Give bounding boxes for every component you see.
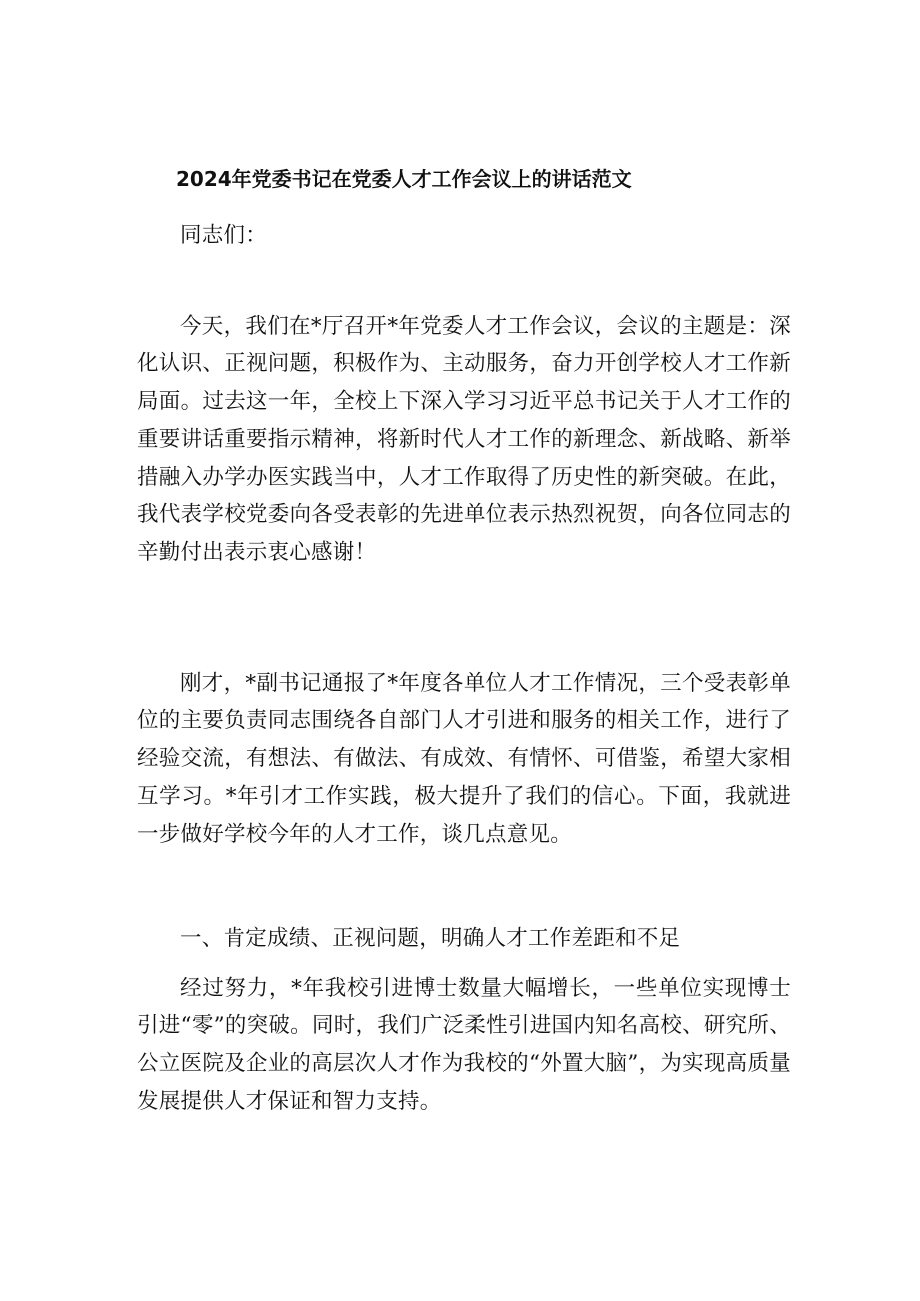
section-paragraph: 经过努力，*年我校引进博士数量大幅增长，一些单位实现博士引进“零”的突破。同时，我们广泛柔性引进国内知名高校、研究所、公立医院及企业的高层次人才作为我校的“外置大脑”，为实现高质量发展提供人才保证和智力支持。 (137, 975, 791, 1114)
document-title: 2024年党委书记在党委人才工作会议上的讲话范文 (176, 167, 632, 192)
salutation: 同志们： (180, 222, 268, 248)
section-heading: 一、肯定成绩、正视问题，明确人才工作差距和不足 (180, 925, 681, 951)
opening-paragraph: 今天，我们在*厅召开*年党委人才工作会议，会议的主题是：深化认识、正视问题，积极作为、主动服务，奋力开创学校人才工作新局面。过去这一年，全校上下深入学习习近平总书记关于人才工作的重要讲话重要指示精神，将新时代人才工作的新理念、新战略、新举措融入办学办医实践当中，人才工作取得了历史性的新突破。在此，我代表学校党委向各受表彰的先进单位表示热烈祝贺，向各位同志的辛勤付出表示衷心感谢！ (137, 313, 791, 566)
summary-paragraph: 刚才，*副书记通报了*年度各单位人才工作情况，三个受表彰单位的主要负责同志围绕各自部门人才引进和服务的相关工作，进行了经验交流，有想法、有做法、有成效、有情怀、可借鉴，希望大家相互学习。*年引才工作实践，极大提升了我们的信心。下面，我就进一步做好学校今年的人才工作，谈几点意见。 (137, 670, 791, 847)
